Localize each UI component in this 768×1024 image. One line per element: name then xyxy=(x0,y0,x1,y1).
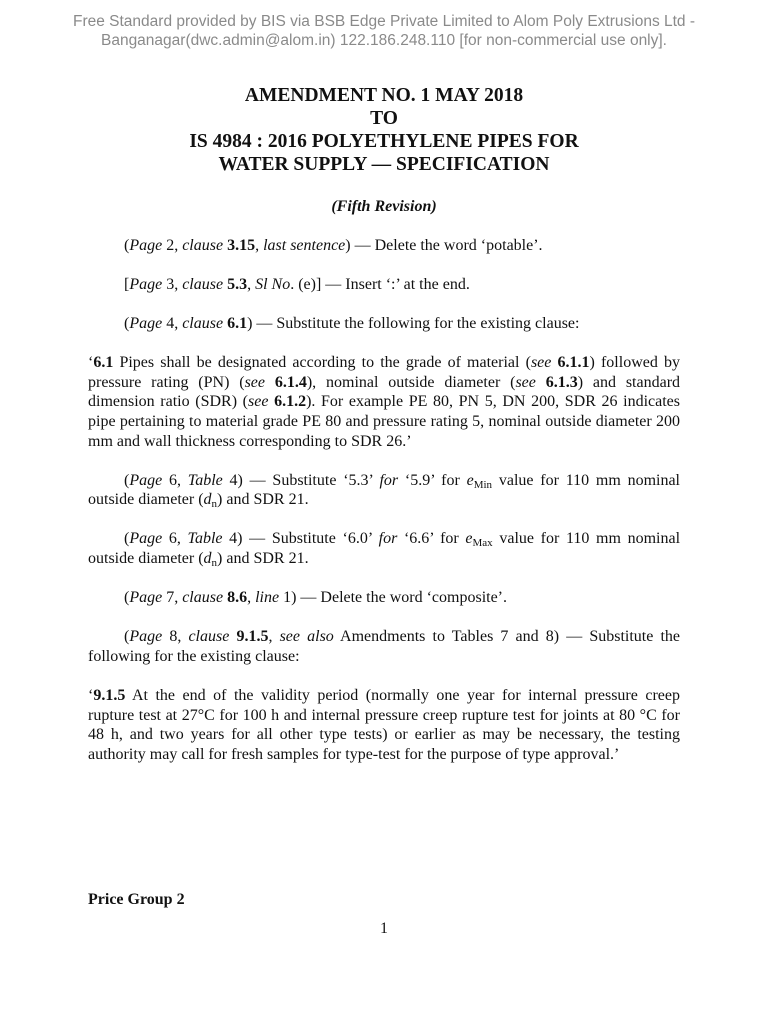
amendment-title xyxy=(0,84,768,176)
title-line: IS 4984 : 2016 POLYETHYLENE PIPES FOR xyxy=(189,131,579,152)
substituted-clause: ‘6.1 Pipes shall be designated according to the grade of material (see 6.1.1) followed by pressure rating (PN) (see 6.1.4), nominal outside diameter (see 6.1.3) and standard dimension ratio (SDR) (see 6.1.2). For example PE 80, PN 5, DN 200, SDR 26 indicates pipe pertaining to material grade PE 80 and pressure rating 5, nominal outside diameter 200 mm and wall thickness corresponding to SDR 26.’ xyxy=(88,354,681,450)
amendment-item: (Page 2, clause 3.15, last sentence) — Delete the word ‘potable’. xyxy=(124,237,543,254)
amendment-item: (Page 8, clause 9.1.5, see also Amendments to Tables 7 and 8) — Substitute the following for the existing clause: xyxy=(88,628,681,665)
watermark-line: Free Standard provided by BIS via BSB Edge Private Limited to Alom Poly Extrusions Ltd - xyxy=(72,13,696,30)
watermark-line: Banganagar(dwc.admin@alom.in) 122.186.248.110 [for non-commercial use only]. xyxy=(100,32,667,49)
price-group: Price Group 2 xyxy=(88,891,185,908)
watermark-notice xyxy=(0,12,768,50)
revision-subtitle: (Fifth Revision) xyxy=(331,198,437,215)
amendment-body xyxy=(88,236,680,784)
amendment-item: (Page 6, Table 4) — Substitute ‘6.0’ for ‘6.6’ for $e_{Max}$ value for 110 mm nominal outside diameter $(d_n)$ and SDR 21. xyxy=(88,530,681,570)
amendment-item: (Page 7, clause 8.6, line 1) — Delete the word ‘composite’. xyxy=(124,589,508,607)
page-number: 1 xyxy=(380,920,388,937)
amendment-item: (Page 6, Table 4) — Substitute ‘5.3’ for ‘5.9’ for $e_{Min}$ value for 110 mm nominal outside diameter $(d_n)$ and SDR 21. xyxy=(88,471,681,511)
title-line: WATER SUPPLY — SPECIFICATION xyxy=(218,154,550,175)
amendment-item: (Page 4, clause 6.1) — Substitute the following for the existing clause: xyxy=(124,315,580,333)
amendment-item: [Page 3, clause 5.3, Sl No. (e)] — Insert ‘:’ at the end. xyxy=(124,276,470,294)
title-line: AMENDMENT NO. 1 MAY 2018 xyxy=(244,85,524,106)
title-line: TO xyxy=(370,108,398,129)
substituted-clause: ‘9.1.5 At the end of the validity period (normally one year for internal pressure creep rupture test at 27°C for 100 h and internal pressure creep rupture test for joints at 80 °C for 48 h, and two years for all other type tests) or earlier as may be necessary, the testing authority may call for fresh samples for type-test for the purpose of type approval.’ xyxy=(88,686,680,763)
